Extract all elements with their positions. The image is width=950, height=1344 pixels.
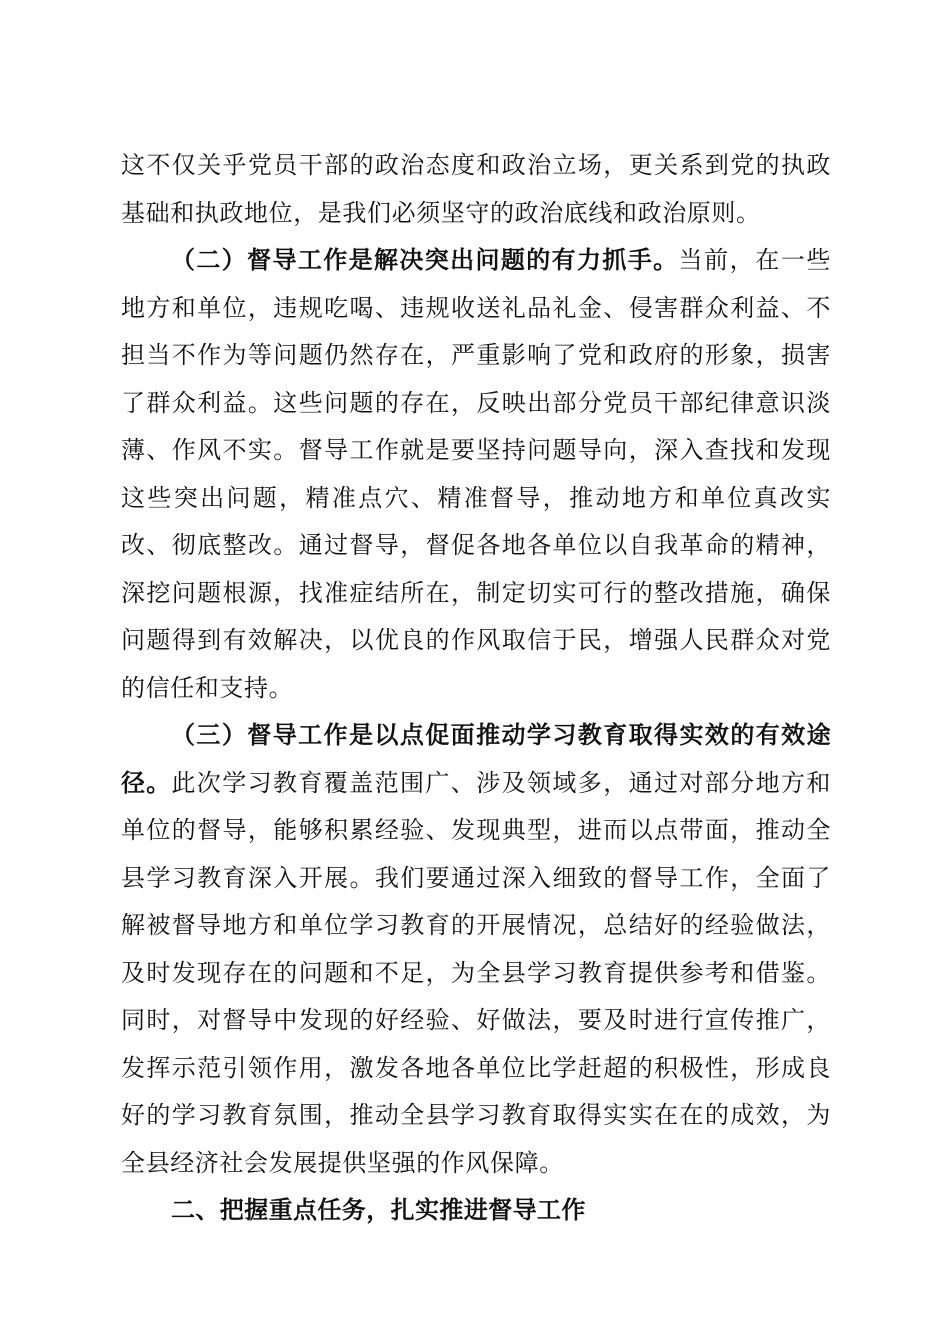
paragraph-lead: （三）督导工作是以点促面推动学习教育取得实效的有效途径。: [121, 721, 831, 797]
paragraph-lead: （二）督导工作是解决突出问题的有力抓手。: [171, 246, 679, 274]
section-heading: 二、把握重点任务，扎实推进督导工作: [171, 1196, 586, 1224]
paragraph-text: 此次学习教育覆盖范围广、涉及领域多，通过对部分地方和单位的督导，能够积累经验、发现典型，进而以点带面，推动全县学习教育深入开展。我们要通过深入细致的督导工作，全面了解被督导地方和单位学习教育的开展情况，总结好的经验做法，及时发现存在的问题和不足，为全县学习教育提供参考和借鉴。同时，对督导中发现的好经验、好做法，要及时进行宣传推广，发挥示范引领作用，激发各地各单位比学赶超的积极性，形成良好的学习教育氛围，推动全县学习教育取得实实在在的成效，为全县经济社会发展提供坚强的作风保障。: [121, 768, 831, 1177]
paragraph-text: 当前，在一些地方和单位，违规吃喝、违规收送礼品礼金、侵害群众利益、不担当不作为等问题仍然存在，严重影响了党和政府的形象，损害了群众利益。这些问题的存在，反映出部分党员干部纪律意识淡薄、作风不实。督导工作就是要坚持问题导向，深入查找和发现这些突出问题，精准点穴、精准督导，推动地方和单位真改实改、彻底整改。通过督导，督促各地各单位以自我革命的精神，深挖问题根源，找准症结所在，制定切实可行的整改措施，确保问题得到有效解决，以优良的作风取信于民，增强人民群众对党的信任和支持。: [121, 246, 831, 702]
paragraph-supervision-effect: [121, 712, 831, 1187]
paragraph-continuation: [121, 142, 831, 237]
document-body: [121, 142, 831, 1235]
paragraph-text: 这不仅关乎党员干部的政治态度和政治立场，更关系到党的执政基础和执政地位，是我们必须坚守的政治底线和政治原则。: [121, 151, 831, 227]
paragraph-supervision-problems: [121, 237, 831, 712]
